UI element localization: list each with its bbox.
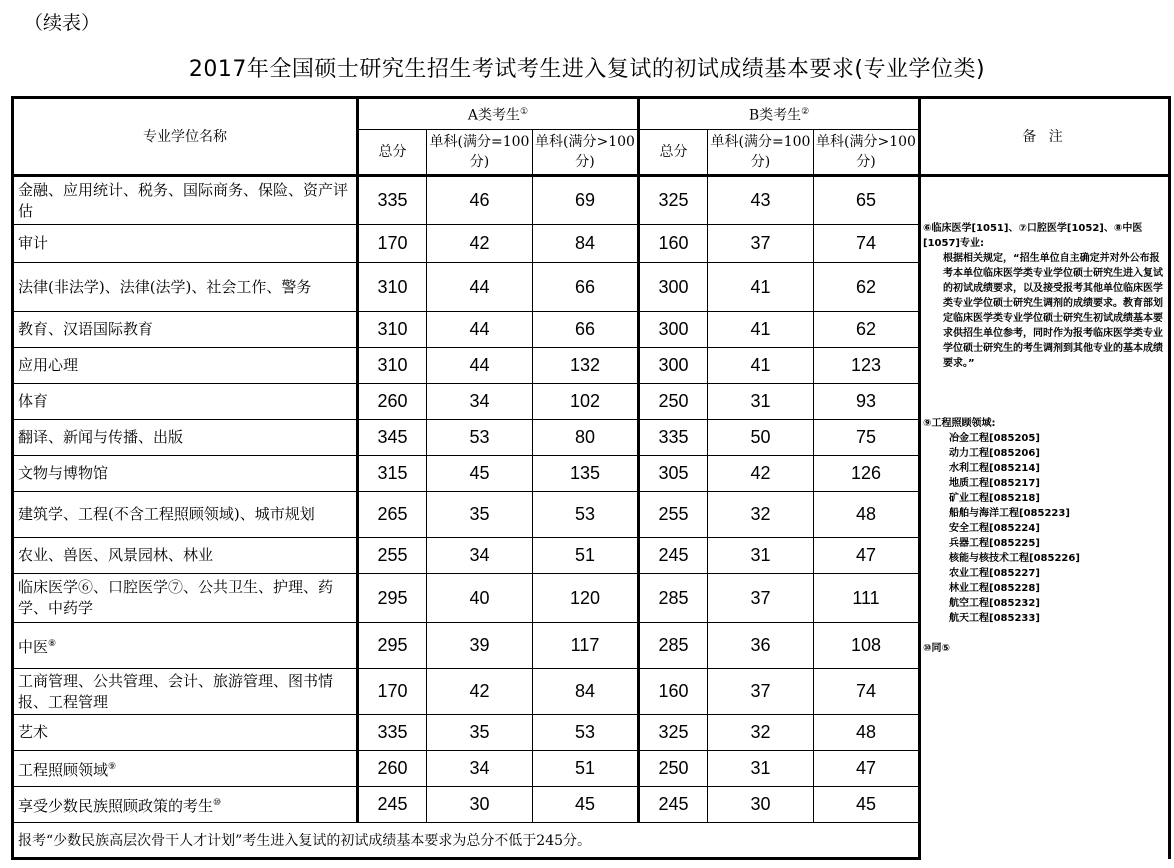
- score-b-total: 255: [639, 492, 708, 538]
- degree-name: 体育: [13, 384, 358, 420]
- score-a-total: 345: [358, 420, 427, 456]
- score-b-s100: 36: [708, 623, 814, 669]
- score-a-sgt: 66: [533, 312, 639, 348]
- score-b-sgt: 126: [814, 456, 920, 492]
- note-eng-head: ⑨工程照顾领域:: [923, 418, 996, 429]
- score-a-sgt: 135: [533, 456, 639, 492]
- score-b-total: 300: [639, 263, 708, 312]
- note-eng-item: 船舶与海洋工程[085223]: [949, 508, 1070, 519]
- continued-label: （续表）: [24, 12, 101, 34]
- header-b-single-gt100: 单科(满分>100分): [814, 130, 920, 176]
- score-a-s100: 44: [427, 348, 533, 384]
- score-a-total: 315: [358, 456, 427, 492]
- score-b-s100: 32: [708, 492, 814, 538]
- score-b-s100: 30: [708, 787, 814, 823]
- header-name-column: 专业学位名称: [13, 98, 358, 176]
- score-a-total: 310: [358, 312, 427, 348]
- score-b-total: 305: [639, 456, 708, 492]
- score-b-total: 300: [639, 348, 708, 384]
- score-b-s100: 31: [708, 751, 814, 787]
- header-a-total: 总分: [358, 130, 427, 176]
- score-table: [11, 96, 1171, 860]
- score-a-s100: 42: [427, 669, 533, 715]
- score-b-sgt: 74: [814, 669, 920, 715]
- score-a-sgt: 120: [533, 574, 639, 623]
- note-eng-item: 林业工程[085228]: [949, 583, 1040, 594]
- score-a-total: 335: [358, 715, 427, 751]
- score-b-s100: 37: [708, 225, 814, 263]
- score-a-s100: 35: [427, 492, 533, 538]
- note-medical-head: ⑥临床医学[1051]、⑦口腔医学[1052]、⑧中医[1057]专业:: [923, 223, 1143, 249]
- score-a-sgt: 80: [533, 420, 639, 456]
- degree-name: 翻译、新闻与传播、出版: [13, 420, 358, 456]
- degree-name: 工程照顾领域⑨: [13, 751, 358, 787]
- degree-name: 应用心理: [13, 348, 358, 384]
- score-a-s100: 46: [427, 176, 533, 225]
- score-b-total: 300: [639, 312, 708, 348]
- degree-name: 临床医学⑥、口腔医学⑦、公共卫生、护理、药学、中药学: [13, 574, 358, 623]
- score-b-sgt: 62: [814, 312, 920, 348]
- note-eng-item: 动力工程[085206]: [949, 448, 1040, 459]
- note-medical-body: 根据相关规定，“招生单位自主确定并对外公布报考本单位临床医学类专业学位硕士研究生进入复试的初试成绩要求，以及接受报考其他单位临床医学类专业学位硕士研究生调剂的成绩要求。教育部划定临床医学类专业学位硕士研究生初试成绩基本要求供招生单位参考，同时作为报考临床医学类专业学位硕士研究生的考生调剂到其他专业的基本成绩要求。”: [943, 253, 1163, 369]
- score-b-s100: 42: [708, 456, 814, 492]
- note-eng-item: 地质工程[085217]: [949, 478, 1040, 489]
- note-eng-item: 冶金工程[085205]: [949, 433, 1040, 444]
- degree-name: 建筑学、工程(不含工程照顾领域)、城市规划: [13, 492, 358, 538]
- remarks-notes: [920, 176, 1170, 859]
- score-a-s100: 44: [427, 312, 533, 348]
- score-b-sgt: 65: [814, 176, 920, 225]
- score-a-total: 170: [358, 669, 427, 715]
- degree-name: 法律(非法学)、法律(法学)、社会工作、警务: [13, 263, 358, 312]
- score-b-total: 250: [639, 751, 708, 787]
- score-a-s100: 34: [427, 384, 533, 420]
- score-a-total: 335: [358, 176, 427, 225]
- score-b-s100: 43: [708, 176, 814, 225]
- score-b-sgt: 74: [814, 225, 920, 263]
- header-group-b: B类考生②: [639, 98, 920, 130]
- score-b-sgt: 47: [814, 538, 920, 574]
- header-b-total: 总分: [639, 130, 708, 176]
- score-a-total: 170: [358, 225, 427, 263]
- note-eng-item: 兵器工程[085225]: [949, 538, 1040, 549]
- score-a-sgt: 53: [533, 715, 639, 751]
- score-a-s100: 42: [427, 225, 533, 263]
- footer-note: 报考“少数民族高层次骨干人才计划”考生进入复试的初试成绩基本要求为总分不低于245分。: [13, 823, 920, 859]
- header-a-single-gt100: 单科(满分>100分): [533, 130, 639, 176]
- score-a-s100: 34: [427, 538, 533, 574]
- score-a-total: 295: [358, 574, 427, 623]
- degree-name: 工商管理、公共管理、会计、旅游管理、图书情报、工程管理: [13, 669, 358, 715]
- degree-name: 中医⑧: [13, 623, 358, 669]
- score-b-total: 335: [639, 420, 708, 456]
- score-a-sgt: 69: [533, 176, 639, 225]
- score-a-sgt: 66: [533, 263, 639, 312]
- score-b-sgt: 123: [814, 348, 920, 384]
- note-eng-item: 航空工程[085232]: [949, 598, 1040, 609]
- degree-name: 审计: [13, 225, 358, 263]
- score-a-s100: 30: [427, 787, 533, 823]
- score-a-sgt: 84: [533, 225, 639, 263]
- score-a-total: 260: [358, 384, 427, 420]
- score-a-total: 260: [358, 751, 427, 787]
- score-a-total: 255: [358, 538, 427, 574]
- score-a-total: 295: [358, 623, 427, 669]
- score-b-sgt: 62: [814, 263, 920, 312]
- score-a-total: 265: [358, 492, 427, 538]
- score-a-sgt: 132: [533, 348, 639, 384]
- score-b-total: 160: [639, 225, 708, 263]
- header-group-a: A类考生①: [358, 98, 639, 130]
- score-b-sgt: 47: [814, 751, 920, 787]
- score-a-s100: 40: [427, 574, 533, 623]
- score-b-total: 285: [639, 574, 708, 623]
- score-b-s100: 31: [708, 384, 814, 420]
- degree-name: 金融、应用统计、税务、国际商务、保险、资产评估: [13, 176, 358, 225]
- score-b-total: 325: [639, 176, 708, 225]
- score-a-s100: 39: [427, 623, 533, 669]
- score-a-s100: 53: [427, 420, 533, 456]
- note-eng-item: 航天工程[085233]: [949, 613, 1040, 624]
- degree-name: 享受少数民族照顾政策的考生⑩: [13, 787, 358, 823]
- note-same: ⑩同⑤: [923, 643, 950, 654]
- score-b-sgt: 48: [814, 715, 920, 751]
- score-a-sgt: 102: [533, 384, 639, 420]
- score-a-sgt: 53: [533, 492, 639, 538]
- score-a-s100: 34: [427, 751, 533, 787]
- score-a-s100: 45: [427, 456, 533, 492]
- note-eng-item: 农业工程[085227]: [949, 568, 1040, 579]
- header-remarks: 备 注: [920, 98, 1170, 176]
- score-b-total: 160: [639, 669, 708, 715]
- score-b-sgt: 75: [814, 420, 920, 456]
- score-b-s100: 50: [708, 420, 814, 456]
- score-b-s100: 41: [708, 348, 814, 384]
- score-a-sgt: 51: [533, 751, 639, 787]
- score-a-total: 310: [358, 348, 427, 384]
- score-b-s100: 41: [708, 312, 814, 348]
- header-b-single-100: 单科(满分=100分): [708, 130, 814, 176]
- score-b-sgt: 48: [814, 492, 920, 538]
- score-b-sgt: 108: [814, 623, 920, 669]
- score-a-sgt: 117: [533, 623, 639, 669]
- note-eng-item: 安全工程[085224]: [949, 523, 1040, 534]
- degree-name: 艺术: [13, 715, 358, 751]
- score-b-sgt: 93: [814, 384, 920, 420]
- score-a-sgt: 45: [533, 787, 639, 823]
- score-b-s100: 41: [708, 263, 814, 312]
- table-row: [13, 176, 1170, 225]
- score-a-sgt: 84: [533, 669, 639, 715]
- page-title: 2017年全国硕士研究生招生考试考生进入复试的初试成绩基本要求(专业学位类): [188, 57, 986, 82]
- degree-name: 农业、兽医、风景园林、林业: [13, 538, 358, 574]
- score-b-total: 245: [639, 538, 708, 574]
- score-b-s100: 32: [708, 715, 814, 751]
- score-b-total: 285: [639, 623, 708, 669]
- score-b-total: 325: [639, 715, 708, 751]
- degree-name: 文物与博物馆: [13, 456, 358, 492]
- score-a-sgt: 51: [533, 538, 639, 574]
- score-b-total: 250: [639, 384, 708, 420]
- score-b-s100: 31: [708, 538, 814, 574]
- note-eng-item: 矿业工程[085218]: [949, 493, 1040, 504]
- degree-name: 教育、汉语国际教育: [13, 312, 358, 348]
- note-eng-item: 核能与核技术工程[085226]: [949, 553, 1080, 564]
- note-eng-item: 水利工程[085214]: [949, 463, 1040, 474]
- score-a-s100: 35: [427, 715, 533, 751]
- score-a-total: 310: [358, 263, 427, 312]
- score-b-sgt: 45: [814, 787, 920, 823]
- score-b-s100: 37: [708, 669, 814, 715]
- score-b-sgt: 111: [814, 574, 920, 623]
- header-a-single-100: 单科(满分=100分): [427, 130, 533, 176]
- score-b-s100: 37: [708, 574, 814, 623]
- score-b-total: 245: [639, 787, 708, 823]
- score-a-total: 245: [358, 787, 427, 823]
- score-a-s100: 44: [427, 263, 533, 312]
